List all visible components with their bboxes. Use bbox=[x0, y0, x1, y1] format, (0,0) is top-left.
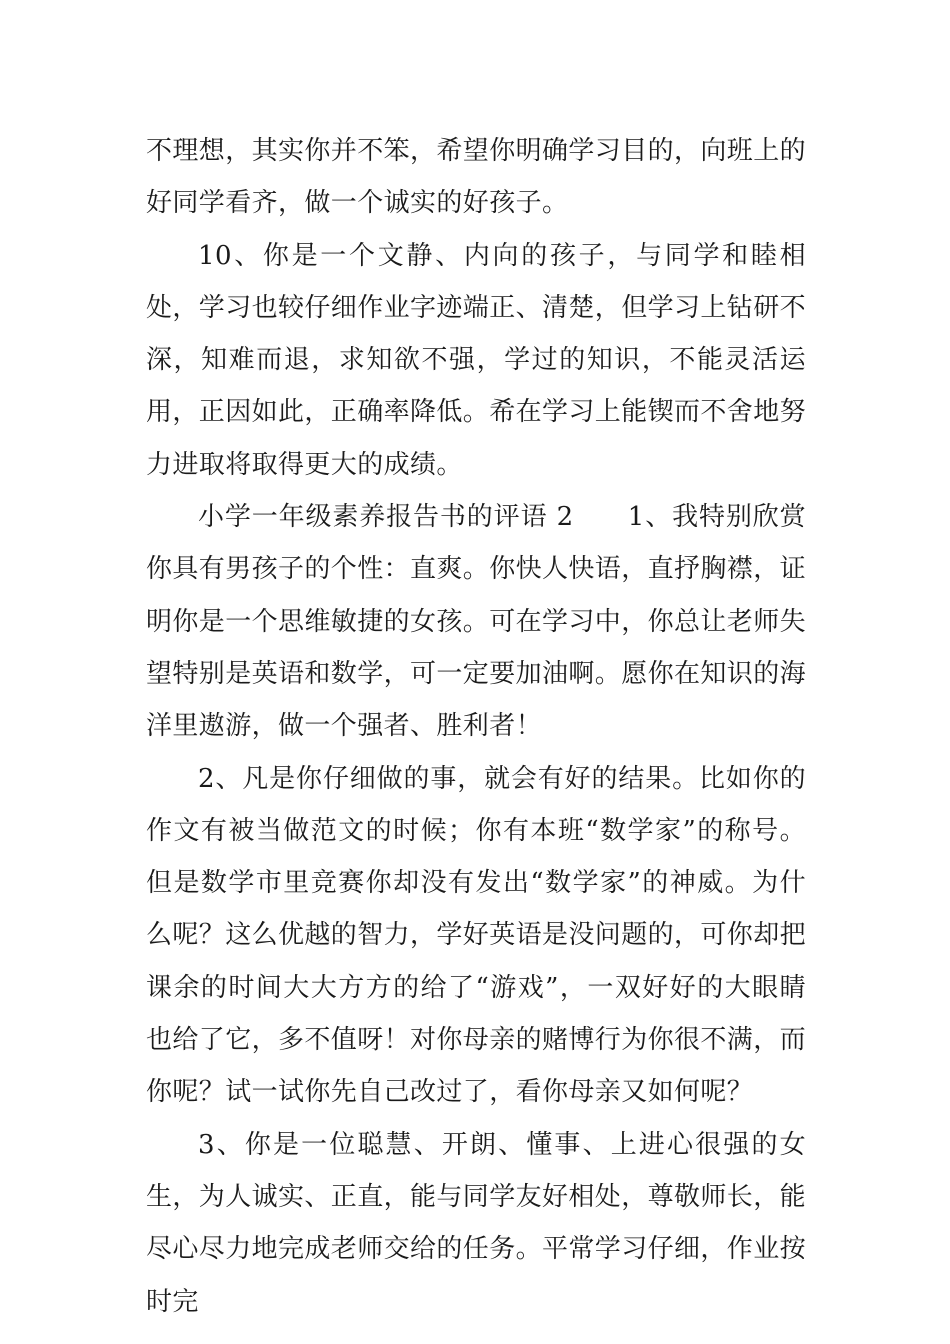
paragraph-comment-10: 10、你是一个文静、内向的孩子，与同学和睦相处，学习也较仔细作业字迹端正、清楚，但学习上钻研不深，知难而退，求知欲不强，学过的知识，不能灵活运用，正因如此，正确率降低。希在学习上能锲而不舍地努力进取将取得更大的成绩。 bbox=[146, 240, 807, 480]
document-body bbox=[146, 125, 806, 1328]
paragraph-continuation: 不理想，其实你并不笨，希望你明确学习目的，向班上的好同学看齐，做一个诚实的好孩子。 bbox=[146, 136, 807, 219]
paragraph-section-2-comment-1: 小学一年级素养报告书的评语 2 1、我特别欣赏你具有男孩子的个性：直爽。你快人快语，直抒胸襟，证明你是一个思维敏捷的女孩。可在学习中，你总让老师失望特别是英语和数学，可一定要加油啊。愿你在知识的海洋里遨游，做一个强者、胜利者！ bbox=[146, 502, 807, 742]
paragraph-comment-3: 3、你是一位聪慧、开朗、懂事、上进心很强的女生，为人诚实、正直，能与同学友好相处，尊敬师长，能尽心尽力地完成老师交给的任务。平常学习仔细，作业按时完 bbox=[146, 1129, 807, 1317]
paragraph-comment-2: 2、凡是你仔细做的事，就会有好的结果。比如你的作文有被当做范文的时候；你有本班“数学家”的称号。但是数学市里竞赛你却没有发出“数学家”的神威。为什么呢？这么优越的智力，学好英语是没问题的，可你却把课余的时间大大方方的给了“游戏”，一双好好的大眼睛也给了它，多不值呀！对你母亲的赌博行为你很不满，而你呢？试一试你先自己改过了，看你母亲又如何呢？ bbox=[146, 763, 807, 1108]
